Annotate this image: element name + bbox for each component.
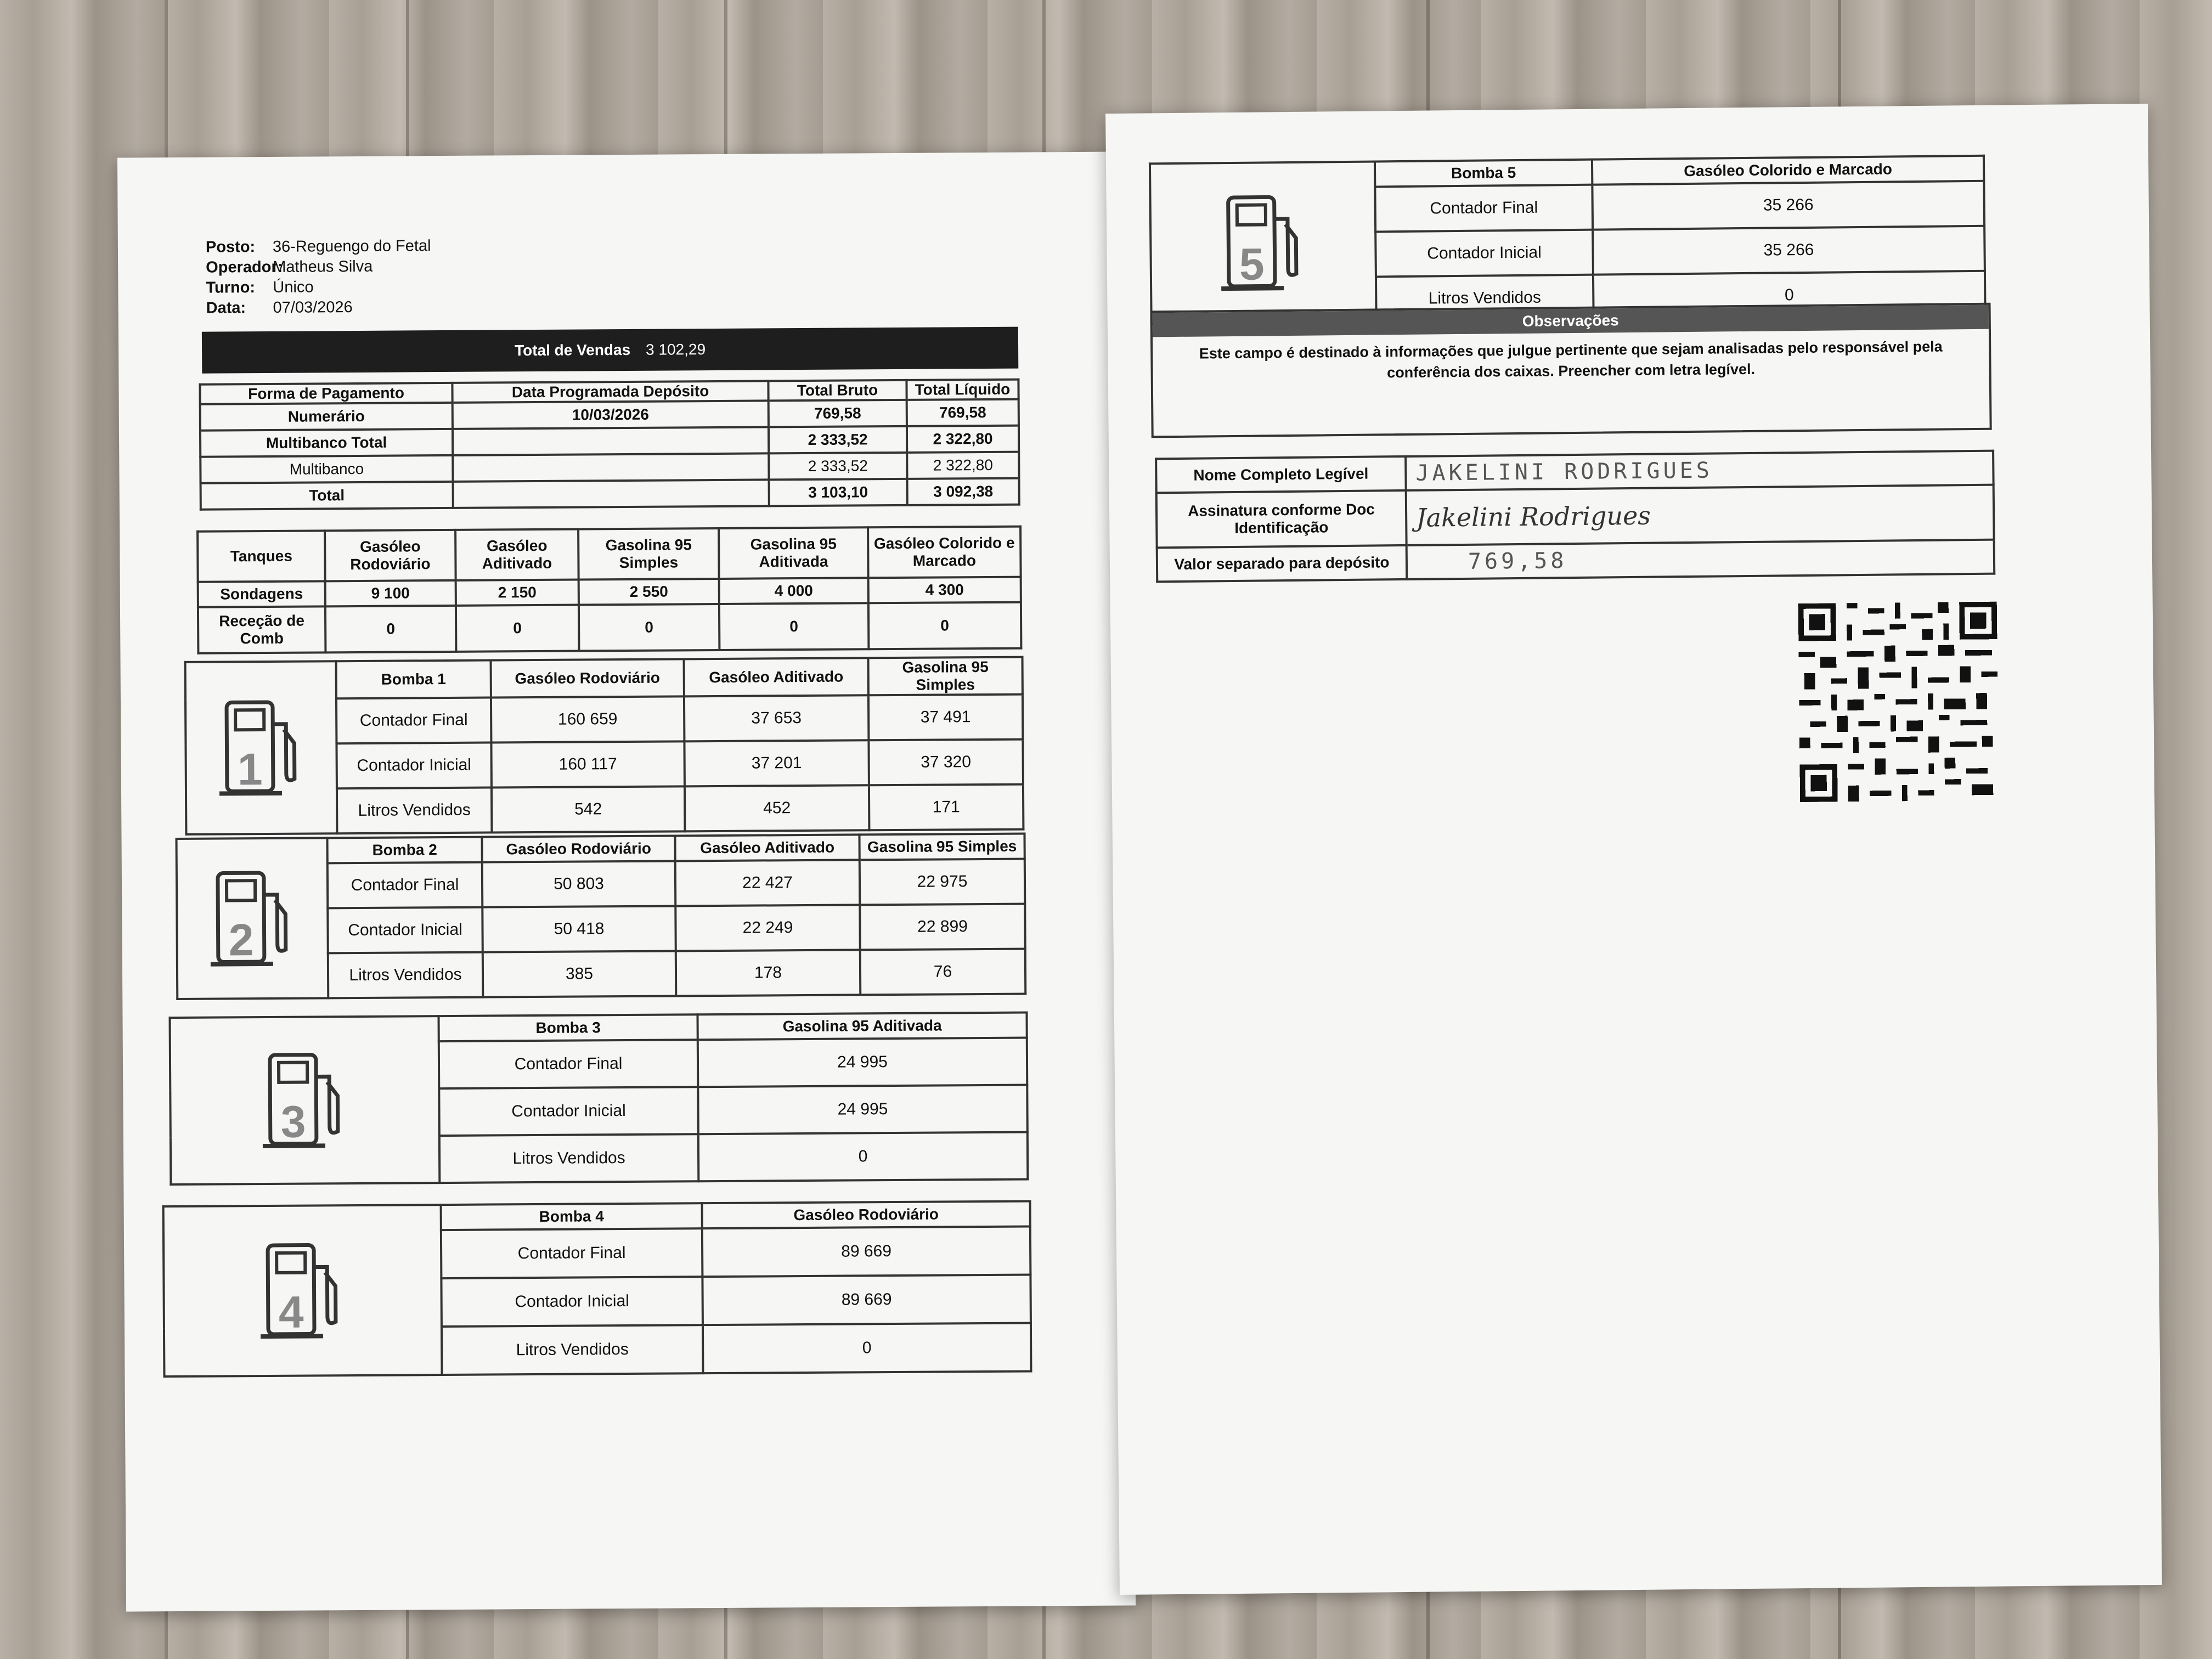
row-label: Contador Final	[439, 1040, 698, 1088]
value-cell: 24 995	[698, 1085, 1028, 1135]
product-header: Gasóleo Rodoviário	[702, 1201, 1030, 1229]
qr-code-icon	[1796, 602, 2001, 803]
tank-cell: Sondagens	[198, 581, 325, 607]
bomba-title: Bomba 5	[1375, 160, 1592, 187]
tanks-table	[196, 526, 1022, 654]
total-vendas-label: Total de Vendas	[514, 341, 631, 359]
posto-value: 36-Reguengo do Fetal	[272, 237, 431, 256]
pay-cell	[453, 453, 769, 482]
observacoes-text: Este campo é destinado à informações que julgue pertinente que sejam analisadas pelo responsável pela conferência dos caixas. Preencher com letra legível.	[1199, 338, 1943, 381]
product-header: Gasóleo Colorido e Marcado	[1592, 156, 1984, 185]
product-header: Gasolina 95 Aditivada	[697, 1013, 1026, 1040]
value-cell: 89 669	[702, 1227, 1031, 1277]
product-header: Gasóleo Rodoviário	[482, 836, 675, 862]
value-cell: 35 266	[1593, 226, 1985, 275]
valor-value: 769,58	[1407, 540, 1995, 579]
value-cell: 542	[492, 786, 685, 832]
tank-header: Gasolina 95 Aditivada	[719, 527, 868, 579]
pump-icon-cell	[170, 1016, 439, 1184]
product-header: Gasóleo Rodoviário	[491, 659, 684, 697]
pay-cell: Multibanco	[200, 455, 453, 483]
tank-header: Gasóleo Rodoviário	[325, 530, 456, 581]
value-cell: 160 659	[491, 696, 684, 742]
value-cell: 89 669	[702, 1275, 1031, 1325]
fuel-pump-icon	[205, 861, 299, 972]
turno-value: Único	[273, 278, 314, 296]
operador-label: Operador:	[206, 258, 283, 276]
pay-header: Data Programada Depósito	[452, 381, 768, 403]
tank-cell: 0	[719, 603, 869, 650]
pay-cell: 2 333,52	[769, 426, 907, 454]
data-value: 07/03/2026	[273, 298, 353, 317]
value-cell: 0	[1593, 271, 1985, 320]
table-row	[1157, 540, 1995, 582]
tank-cell: 4 300	[868, 577, 1021, 603]
bomba-title: Bomba 1	[336, 661, 491, 699]
pay-cell: 769,58	[907, 399, 1019, 426]
data-label: Data:	[206, 299, 246, 317]
pay-cell: 3 103,10	[769, 479, 907, 506]
tank-cell: Receção de Comb	[198, 606, 326, 653]
tank-cell: 0	[325, 606, 456, 652]
assinatura-label: Assinatura conforme Doc Identificação	[1156, 490, 1407, 548]
value-cell: 22 975	[860, 859, 1025, 905]
tank-cell: 2 150	[456, 580, 579, 606]
value-cell: 178	[676, 950, 860, 996]
pay-cell	[453, 427, 769, 455]
value-cell: 22 249	[675, 905, 860, 951]
row-label: Contador Final	[1375, 185, 1593, 232]
value-cell: 37 201	[684, 740, 868, 786]
pump-number: 3	[280, 1097, 306, 1147]
row-label: Contador Final	[441, 1228, 703, 1278]
tank-cell: 0	[868, 602, 1022, 650]
row-label: Litros Vendidos	[439, 1134, 699, 1183]
bomba-4-table	[162, 1200, 1032, 1378]
pump-number: 5	[1239, 239, 1265, 290]
value-cell: 37 320	[868, 740, 1023, 786]
nome-label: Nome Completo Legível	[1156, 456, 1406, 493]
row-label: Litros Vendidos	[328, 952, 483, 998]
pay-cell: 2 322,80	[907, 452, 1019, 479]
row-label: Litros Vendidos	[337, 787, 492, 833]
product-header: Gasóleo Aditivado	[684, 658, 868, 696]
value-cell: 50 803	[482, 861, 675, 907]
pay-cell: Numerário	[200, 403, 453, 431]
row-label: Contador Inicial	[441, 1277, 703, 1327]
report-page-right	[1105, 104, 2162, 1595]
fuel-pump-icon	[1216, 185, 1310, 296]
pay-cell: 2 322,80	[907, 426, 1019, 453]
value-cell: 50 418	[482, 906, 675, 952]
pay-cell: 10/03/2026	[453, 400, 769, 429]
operador-value: Matheus Silva	[273, 257, 373, 276]
row-label: Contador Inicial	[439, 1087, 698, 1136]
bomba-title: Bomba 2	[328, 837, 482, 864]
value-cell: 22 427	[675, 860, 860, 906]
bomba-2-table	[175, 833, 1026, 1000]
pay-header: Forma de Pagamento	[200, 383, 452, 404]
tank-header: Gasóleo Aditivado	[455, 529, 579, 580]
value-cell: 171	[869, 785, 1023, 831]
tank-header: Gasolina 95 Simples	[578, 528, 719, 580]
value-cell: 35 266	[1592, 181, 1984, 230]
row-label: Contador Inicial	[1375, 230, 1593, 277]
row-label: Contador Final	[328, 862, 482, 909]
fuel-pump-icon	[258, 1043, 352, 1154]
bomba-title: Bomba 3	[438, 1014, 697, 1041]
table-row	[201, 478, 1019, 510]
row-label: Litros Vendidos	[1376, 275, 1594, 322]
pump-number: 4	[278, 1287, 304, 1338]
pump-icon-cell	[1150, 161, 1376, 324]
value-cell: 0	[703, 1323, 1031, 1374]
product-header: Gasóleo Aditivado	[675, 834, 859, 861]
pay-cell: Total	[201, 482, 453, 510]
product-header: Gasolina 95 Simples	[868, 657, 1023, 696]
nome-value: JAKELINI RODRIGUES	[1406, 451, 1994, 490]
value-cell: 385	[483, 951, 676, 997]
value-cell: 0	[698, 1132, 1028, 1182]
bomba-5-table	[1149, 155, 1987, 325]
pump-number: 1	[237, 744, 263, 794]
tank-cell: 2 550	[579, 579, 719, 605]
value-cell: 160 117	[491, 741, 684, 787]
value-cell: 37 653	[684, 695, 868, 741]
pay-cell: Multibanco Total	[200, 429, 453, 457]
bomba-1-table	[184, 656, 1025, 836]
bomba-title: Bomba 4	[441, 1203, 702, 1230]
value-cell: 37 491	[868, 695, 1023, 741]
row-label: Contador Inicial	[336, 743, 491, 789]
value-cell: 452	[685, 785, 869, 831]
report-page-left	[117, 151, 1136, 1611]
pay-cell	[453, 479, 769, 508]
value-cell: 76	[860, 949, 1025, 995]
total-vendas-bar	[202, 327, 1018, 374]
turno-label: Turno:	[206, 279, 256, 297]
pump-number: 2	[228, 915, 254, 965]
table-row	[198, 602, 1021, 653]
tank-header: Gasóleo Colorido e Marcado	[868, 527, 1021, 578]
pay-cell: 3 092,38	[907, 478, 1019, 505]
tank-cell: 0	[579, 604, 720, 651]
tank-cell: 4 000	[719, 578, 868, 604]
table-row	[1156, 485, 1994, 548]
payment-table	[199, 379, 1020, 511]
value-cell: 22 899	[860, 904, 1025, 950]
posto-label: Posto:	[205, 238, 256, 256]
row-label: Contador Inicial	[328, 907, 482, 953]
signature-table	[1155, 450, 1995, 583]
fuel-pump-icon	[256, 1234, 349, 1344]
pay-cell: 769,58	[769, 400, 907, 427]
pay-cell: 2 333,52	[769, 453, 907, 480]
tank-header: Tanques	[198, 531, 325, 582]
pump-icon-cell	[163, 1205, 442, 1376]
pump-icon-cell	[177, 838, 329, 999]
row-label: Litros Vendidos	[442, 1325, 703, 1375]
row-label: Contador Final	[336, 698, 491, 744]
assinatura-value: Jakelini Rodrigues	[1406, 485, 1994, 545]
product-header: Gasolina 95 Simples	[859, 834, 1024, 860]
bomba-3-table	[168, 1012, 1029, 1186]
observacoes-box	[1150, 303, 1992, 438]
total-vendas-value: 3 102,29	[646, 341, 706, 358]
tank-cell: 0	[456, 605, 579, 652]
pump-icon-cell	[185, 661, 337, 834]
tank-cell: 9 100	[325, 580, 456, 606]
report-header	[206, 236, 432, 319]
observacoes-title: Observações	[1153, 305, 1989, 337]
fuel-pump-icon	[214, 691, 308, 801]
pay-header: Total Bruto	[768, 380, 906, 401]
value-cell: 24 995	[698, 1038, 1028, 1087]
pay-header: Total Líquido	[906, 380, 1018, 400]
valor-label: Valor separado para depósito	[1157, 545, 1407, 582]
